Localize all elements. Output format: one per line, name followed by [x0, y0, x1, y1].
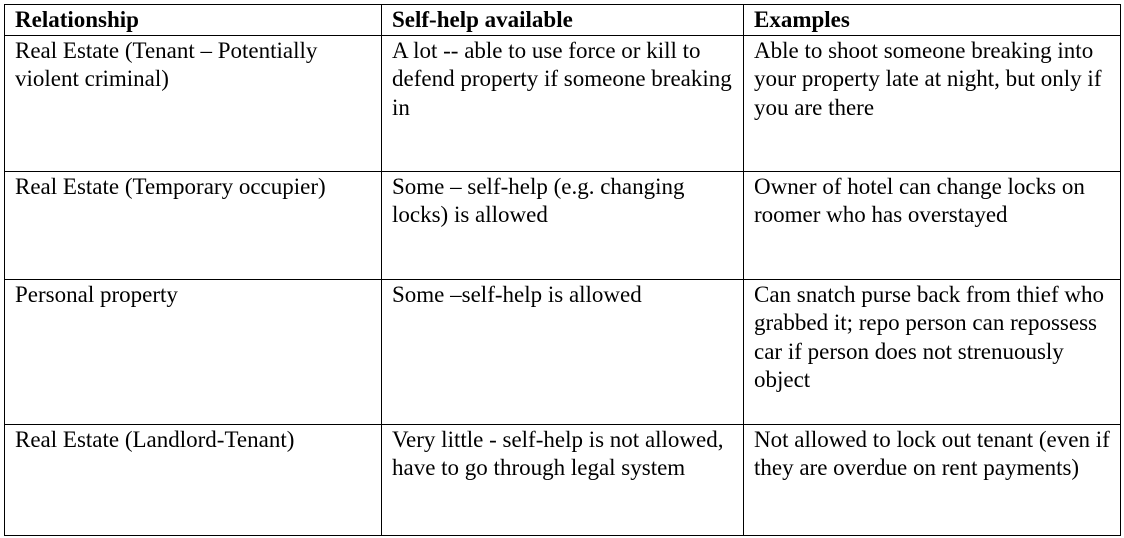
examples-cell — [744, 279, 1121, 424]
relationship-cell — [5, 35, 382, 171]
table-row — [5, 171, 1121, 279]
self-help-text: Very little - self-help is not allowed, have to go through legal system — [392, 426, 724, 480]
relationship-cell — [5, 424, 382, 535]
self-help-cell — [382, 171, 744, 279]
examples-text: Not allowed to lock out tenant (even if they are overdue on rent payments) — [754, 426, 1110, 480]
table-row — [5, 424, 1121, 535]
relationship-cell — [5, 171, 382, 279]
self-help-text: Some – self-help (e.g. changing locks) is allowed — [392, 173, 685, 227]
relationship-cell — [5, 279, 382, 424]
relationship-text: Real Estate (Temporary occupier) — [15, 173, 326, 199]
table-row — [5, 35, 1121, 171]
self-help-text: Some –self-help is allowed — [392, 281, 642, 307]
examples-cell — [744, 35, 1121, 171]
examples-cell — [744, 424, 1121, 535]
header-row — [5, 5, 1121, 36]
header-relationship: Relationship — [5, 5, 382, 36]
table-row — [5, 279, 1121, 424]
relationship-text: Personal property — [15, 281, 178, 307]
examples-cell — [744, 171, 1121, 279]
relationship-text: Real Estate (Landlord-Tenant) — [15, 426, 295, 452]
relationship-text: Real Estate (Tenant – Potentially violent criminal) — [15, 37, 318, 91]
examples-text: Can snatch purse back from thief who grabbed it; repo person can repossess car if person does not strenuously object — [754, 281, 1105, 392]
self-help-cell — [382, 35, 744, 171]
self-help-text: A lot -- able to use force or kill to defend property if someone breaking in — [392, 37, 732, 120]
header-examples: Examples — [744, 5, 1121, 36]
table-body — [5, 35, 1121, 535]
self-help-cell — [382, 424, 744, 535]
examples-text: Able to shoot someone breaking into your property late at night, but only if you are there — [754, 37, 1102, 120]
self-help-cell — [382, 279, 744, 424]
self-help-table — [4, 4, 1121, 536]
header-self-help-available: Self-help available — [382, 5, 744, 36]
table-header — [5, 5, 1121, 36]
examples-text: Owner of hotel can change locks on roomer who has overstayed — [754, 173, 1085, 227]
